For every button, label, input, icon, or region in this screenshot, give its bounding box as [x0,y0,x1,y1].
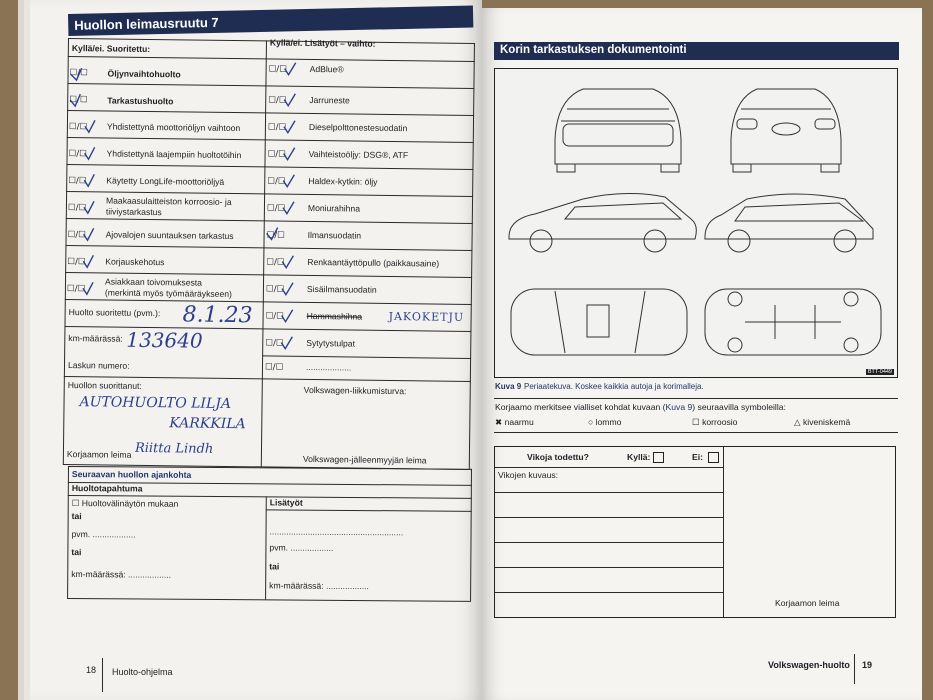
item-spark-plugs: Sytytystulpat [306,337,356,349]
checkbox-tyre-sealant[interactable]: ☐/☐ [266,257,285,268]
figure-caption-text: Periaatekuva. Koskee kaikkia autoja ja korimalleja. [524,382,704,391]
instructions-text-b: ) seuraavilla symboleilla: [692,402,786,412]
checkbox-other[interactable]: ☐/☐ [264,362,284,373]
item-natural-gas-inspection-2: tiiviystarkastus [105,206,162,218]
service-stamp-form [63,38,475,473]
item-longlife-oil: Käytetty LongLife-moottoriöljyä [106,175,225,187]
left-page [30,0,482,700]
checkbox-longlife-oil[interactable]: ☐/☐ [68,176,87,187]
extra-work-line: ........................................................ [269,526,404,538]
damage-yes-label: Kyllä: [627,452,651,462]
field-km-label: km-määrässä: [68,333,123,344]
damage-yes-checkbox[interactable] [653,452,664,463]
item-headlight-aim: Ajovalojen suuntauksen tarkastus [105,229,234,242]
item-diesel-filter: Dieselpolttonestesuodatin [308,121,408,134]
damage-no-label: Ei: [692,452,703,462]
legend-scratch [495,418,534,428]
next-service-extra-header: Lisätyöt [269,497,303,508]
extra-work-or: tai [269,561,280,572]
checkbox-inspection-service[interactable]: ☐/☐ [69,95,88,106]
checkbox-gearbox-oil[interactable]: ☐/☐ [267,149,286,160]
checkbox-headlight-aim[interactable]: ☐/☐ [67,230,86,241]
legend-corrosion-label: korroosio [702,417,738,427]
next-service-or-1: tai [71,511,82,522]
damage-description-label: Vikojen kuvaus: [498,470,559,480]
checkbox-spark-plugs[interactable]: ☐/☐ [265,338,284,349]
handwritten-check-marks [64,38,475,383]
right-page-number: 19 [862,660,873,670]
item-customer-request: Asiakkaan toivomuksesta [104,276,203,288]
checkbox-oil-service[interactable]: ☐/☐ [69,68,88,79]
vw-dealer-stamp-label: Volkswagen-jälleenmyyjän leima [302,453,427,466]
legend-corrosion [692,418,737,428]
extra-work-date: pvm. .................. [269,542,334,553]
legend-stone-chip-label: kiveniskemä [803,417,851,427]
field-service-date-label: Huolto suoritettu (pvm.): [68,307,161,319]
stone-chip-symbol-icon: △ [794,417,801,427]
damage-table [494,446,896,618]
figure-caption-number: Kuva 9 [495,382,522,391]
checkbox-adblue[interactable]: ☐/☐ [268,64,288,75]
item-air-filter: Ilmansuodatin [307,229,362,241]
handwritten-workshop-town: KARKKILA [169,415,246,433]
column-header-performed: Kyllä/ei. Suoritettu: [71,43,151,55]
right-page [482,8,922,700]
item-with-extended-service: Yhdistettynä laajempiin huoltotöihin [106,148,242,161]
item-customer-request-2: (merkintä myös työmääräykseen) [104,287,232,300]
checkbox-haldex[interactable]: ☐/☐ [267,176,286,187]
handwritten-km: 133640 [126,327,203,353]
legend-dent-label: lommo [595,417,622,427]
item-oil-change-service: Öljynvaihtohuolto [107,68,181,80]
checkbox-cabin-filter[interactable]: ☐/☐ [265,284,285,295]
instructions-figure-link[interactable]: Kuva 9 [665,402,693,412]
item-brake-fluid: Jarruneste [309,94,350,106]
extra-work-km: km-määrässä: .................. [269,580,370,592]
field-performed-by-label: Huollon suorittanut: [67,380,142,391]
item-tyre-sealant: Renkaantäyttöpullo (paikkausaine) [307,256,440,269]
checkbox-repair-request[interactable]: ☐/☐ [67,257,86,268]
scratch-symbol-icon: ✖ [495,417,503,427]
right-page-title: Korin tarkastuksen dokumentointi [494,42,899,60]
checkbox-timing-belt[interactable]: ☐/☐ [265,311,284,322]
field-invoice-label: Laskun numero: [67,360,130,371]
next-service-title: Seuraavan huollon ajankohta [71,469,192,480]
item-haldex-oil: Haldex-kytkin: öljy [308,175,378,187]
legend-scratch-label: naarmu [504,417,534,427]
item-natural-gas-inspection: Maakaasulaitteiston korroosio- ja [105,195,232,208]
checkbox-natural-gas[interactable]: ☐/☐ [67,203,87,214]
vehicle-diagram [495,69,897,377]
handwritten-signature: Riitta Lindh [134,440,214,457]
checkbox-with-extended-service[interactable]: ☐/☐ [68,149,87,160]
next-service-by-indicator[interactable]: ☐ Huoltovälinäytön mukaan [71,498,179,509]
handwritten-date: 8.1.23 [182,302,253,329]
checkbox-air-filter[interactable]: ☐/☐ [266,230,285,241]
checkbox-with-oil-change[interactable]: ☐/☐ [68,122,88,133]
item-ribbed-belt: Moniurahihna [307,202,361,214]
legend-stone-chip [794,418,850,428]
diagram-code: BTT-0449 [867,368,892,375]
damage-no-checkbox[interactable] [708,452,719,463]
corrosion-symbol-icon: ☐ [692,417,700,427]
item-inspection-service: Tarkastushuolto [107,95,174,107]
legend-dent [588,418,621,428]
item-timing-belt: Hammashihna [306,310,363,322]
item-cabin-filter: Sisäilmansuodatin [306,283,377,295]
handwritten-timing-chain-note: JAKOKETJU [388,309,465,324]
dent-symbol-icon: ○ [588,417,594,427]
column-header-extra-work: Kyllä/ei. Lisätyöt – vaihto: [269,37,376,49]
item-other-blank: ................... [305,361,352,373]
workshop-stamp-label: Korjaamon leima [775,598,840,608]
checkbox-brake-fluid[interactable]: ☐/☐ [268,95,287,106]
left-page-number: 18 [86,665,97,675]
handwritten-workshop-name: AUTOHUOLTO LILJA [79,394,232,413]
vehicle-diagram-frame [494,68,898,378]
checkbox-diesel-filter[interactable]: ☐/☐ [267,122,287,133]
checkbox-ribbed-belt[interactable]: ☐/☐ [266,203,286,214]
next-service-km: km-määrässä: .................. [71,569,172,580]
item-adblue: AdBlue® [309,63,344,75]
next-service-section [67,466,472,601]
checkbox-customer-request[interactable]: ☐/☐ [66,284,86,295]
left-footer-section: Huolto-ohjelma [112,667,173,677]
next-service-method-header: Huoltotapahtuma [71,483,143,494]
left-page-title: Huollon leimausruutu 7 [68,6,473,36]
next-service-date: pvm. .................. [71,529,136,540]
right-footer-brand: Volkswagen-huolto [768,660,850,670]
instructions-text-a: Korjaamo merkitsee vialliset kohdat kuvaan ( [495,402,666,412]
instructions-line [495,403,786,413]
item-with-oil-change: Yhdistettynä moottoriöljyn vaihtoon [106,121,241,134]
next-service-or-2: tai [71,547,82,558]
damage-found-question: Vikoja todettu? [527,452,589,462]
item-repair-request: Korjauskehotus [105,256,165,268]
field-workshop-stamp-label: Korjaamon leima [66,449,132,460]
vw-mobility-label: Volkswagen-liikkumisturva: [303,384,407,397]
item-gearbox-oil: Vaihteistoöljy: DSG®, ATF [308,148,409,161]
